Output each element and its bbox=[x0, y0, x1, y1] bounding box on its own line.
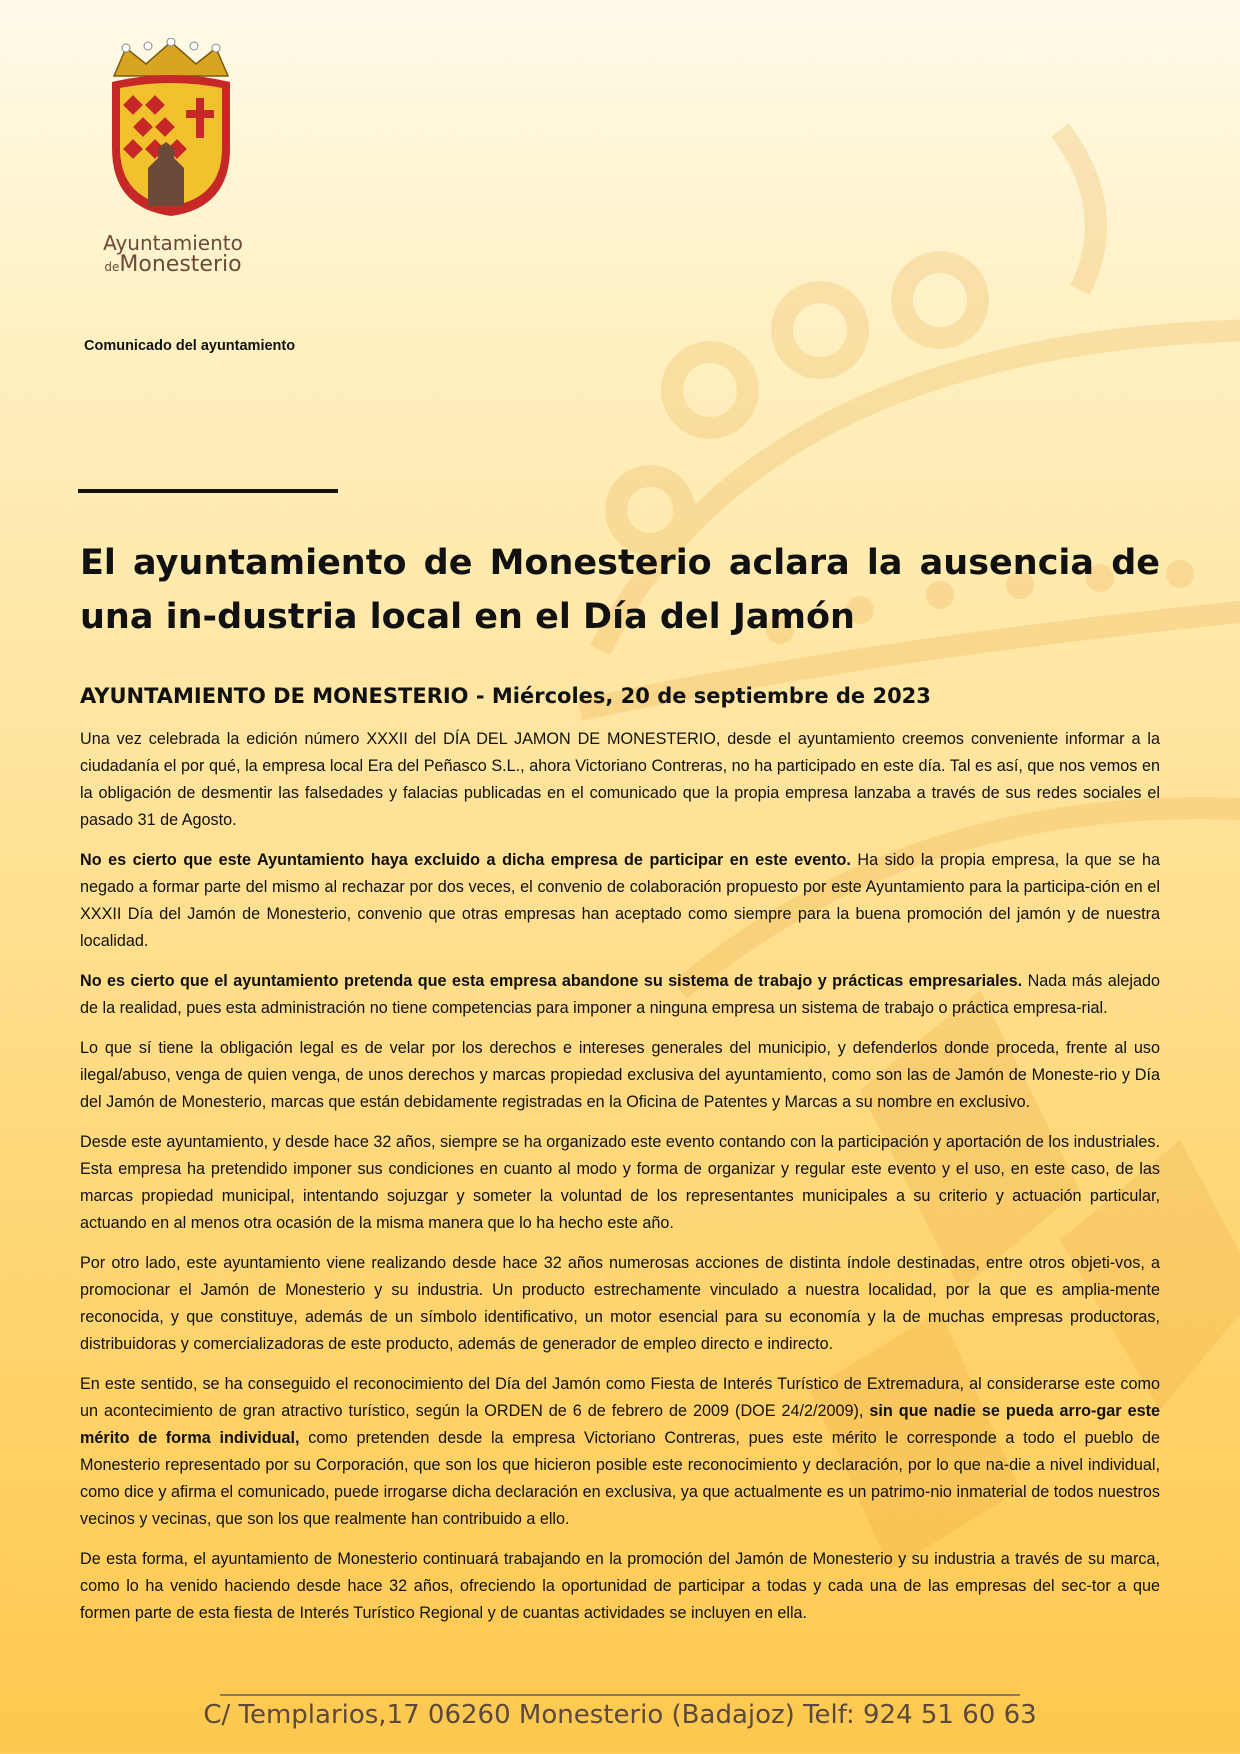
logo-name-main: Monesterio bbox=[119, 252, 242, 277]
paragraph bbox=[80, 1371, 1160, 1533]
paragraph-text: Nada más alejado de la realidad, pues esta administración no tiene competencias para imponer a ninguna empresa un sistema de trabajo o práctica empresa-rial. bbox=[80, 972, 1160, 1017]
paragraph bbox=[80, 1546, 1160, 1627]
kicker: Comunicado del ayuntamiento bbox=[84, 338, 296, 354]
logo-name-line2 bbox=[88, 254, 258, 278]
subhead: AYUNTAMIENTO DE MONESTERIO - Miércoles, 20 de septiembre de 2023 bbox=[80, 684, 931, 708]
paragraph-text: como pretenden desde la empresa Victoriano Contreras, pues este mérito le corresponde a todo el pueblo de Monesterio representado por su Corporación, que son los que hicieron posible este reconocimiento y declaración, por lo que na-die a nivel individual, como dice y afirma el comunicado, puede irrogarse dicha declaración en exclusiva, ya que actualmente es un patrimo-nio inmaterial de todos nuestros vecinos y vecinas, que son los que realmente han contribuido a ello. bbox=[80, 1429, 1160, 1528]
article-body bbox=[80, 726, 1160, 1640]
paragraph-text: Ha sido la propia empresa, la que se ha negado a formar parte del mismo al rechazar por dos veces, el convenio de colaboración propuesto por este Ayuntamiento para la participa-ción en el XXXII Día del Jamón de Monesterio, convenio que otras empresas han aceptado como siempre para la buena promoción del jamón y de nuestra localidad. bbox=[80, 851, 1160, 950]
paragraph-text: En este sentido, se ha conseguido el reconocimiento del Día del Jamón como Fiesta de Interés Turístico de Extremadura, al considerarse este como un acontecimiento de gran atractivo turístico, según la ORDEN de 6 de febrero de 2009 (DOE 24/2/2009), bbox=[80, 1375, 1160, 1420]
logo-name-prefix: de bbox=[104, 260, 120, 274]
paragraph-text: Lo que sí tiene la obligación legal es de velar por los derechos e intereses generales del municipio, y defenderlos donde proceda, frente al uso ilegal/abuso, venga de quien venga, de unos derechos y marcas propiedad exclusiva del ayuntamiento, como son las de Jamón de Moneste-rio y Día del Jamón de Monesterio, marcas que están debidamente registradas en la Oficina de Patentes y Marcas a su nombre en exclusivo. bbox=[80, 1039, 1160, 1111]
paragraph-text: De esta forma, el ayuntamiento de Monesterio continuará trabajando en la promoción del Jamón de Monesterio y su industria a través de su marca, como lo ha venido haciendo desde hace 32 años, ofreciendo la oportunidad de participar a todas y cada una de las empresas del sec-tor a que formen parte de esta fiesta de Interés Turístico Regional y de cuantas actividades se incluyen en ella. bbox=[80, 1550, 1160, 1622]
paragraph bbox=[80, 1035, 1160, 1116]
paragraph bbox=[80, 847, 1160, 955]
paragraph bbox=[80, 968, 1160, 1022]
footer-address: C/ Templarios,17 06260 Monesterio (Badajoz) Telf: 924 51 60 63 bbox=[203, 1700, 1037, 1730]
logo-name-line1: Ayuntamiento bbox=[103, 231, 243, 255]
paragraph bbox=[80, 726, 1160, 834]
paragraph bbox=[80, 1129, 1160, 1237]
headline: El ayuntamiento de Monesterio aclara la ausencia de una in-dustria local en el Día del Jamón bbox=[80, 543, 1160, 637]
paragraph-bold: No es cierto que este Ayuntamiento haya excluido a dicha empresa de participar en este evento. bbox=[80, 851, 851, 869]
paragraph-text: Por otro lado, este ayuntamiento viene realizando desde hace 32 años numerosas acciones de distinta índole destinadas, entre otros objeti-vos, a promocionar el Jamón de Monesterio y su industria. Un producto estrechamente vinculado a nuestra localidad, por la que es amplia-mente reconocida, y que constituye, además de un símbolo identificativo, un motor esencial para su economía y la de muchas empresas productoras, distribuidoras y comercializadoras de este producto, además de generador de empleo directo e indirecto. bbox=[80, 1254, 1160, 1353]
paragraph-bold: sin que nadie se pueda arro-gar este mérito de forma individual, bbox=[80, 1402, 1160, 1447]
paragraph-text: Una vez celebrada la edición número XXXII del DÍA DEL JAMON DE MONESTERIO, desde el ayuntamiento creemos conveniente informar a la ciudadanía el por qué, la empresa local Era del Peñasco S.L., ahora Victoriano Contreras, no ha participado en este día. Tal es así, que nos vemos en la obligación de desmentir las falsedades y falacias publicadas en el comunicado que la propia empresa lanzaba a través de sus redes sociales el pasado 31 de Agosto. bbox=[80, 730, 1160, 829]
footer-divider bbox=[220, 1694, 1020, 1696]
divider bbox=[78, 489, 338, 493]
paragraph-text: Desde este ayuntamiento, y desde hace 32 años, siempre se ha organizado este evento contando con la participación y aportación de los industriales. Esta empresa ha pretendido imponer sus condiciones en cuanto al modo y forma de organizar y regular este evento y el uso, en este caso, de las marcas propiedad municipal, intentando sojuzgar y someter la voluntad de los representantes municipales a su criterio y actuación particular, actuando en al menos otra ocasión de la misma manera que lo ha hecho este año. bbox=[80, 1133, 1160, 1232]
paragraph-bold: No es cierto que el ayuntamiento pretenda que esta empresa abandone su sistema de trabajo y prácticas empresariales. bbox=[80, 972, 1023, 990]
coat-of-arms-icon bbox=[96, 38, 246, 218]
logo-caption bbox=[88, 232, 258, 278]
paragraph bbox=[80, 1250, 1160, 1358]
